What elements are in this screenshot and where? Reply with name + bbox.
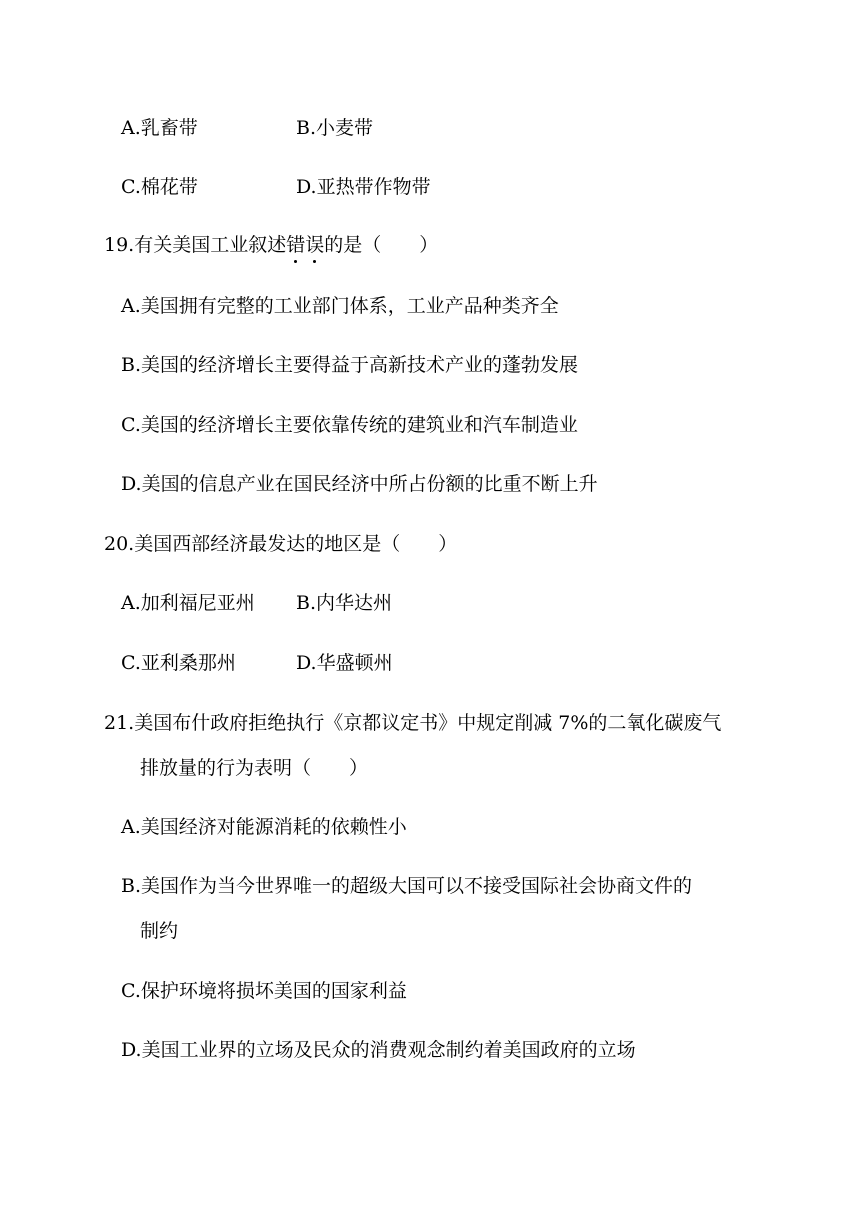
q18-option-a: A.乳畜带 bbox=[121, 117, 198, 139]
q20-option-c: C.亚利桑那州 bbox=[121, 652, 236, 674]
q21-stem-line-1: 21.美国布什政府拒绝执行《京都议定书》中规定削减 7%的二氧化碳废气 bbox=[104, 712, 722, 734]
q18-option-d: D.亚热带作物带 bbox=[296, 176, 431, 198]
q19-option-d: D.美国的信息产业在国民经济中所占份额的比重不断上升 bbox=[121, 473, 598, 495]
q21-stem-line-2: 排放量的行为表明（ ） bbox=[140, 757, 369, 779]
q20-stem: 20.美国西部经济最发达的地区是（ ） bbox=[104, 533, 458, 555]
q19-option-c: C.美国的经济增长主要依靠传统的建筑业和汽车制造业 bbox=[121, 414, 578, 436]
q18-option-b: B.小麦带 bbox=[296, 117, 374, 139]
q18-option-c: C.棉花带 bbox=[121, 176, 198, 198]
q19-option-a: A.美国拥有完整的工业部门体系，工业产品种类齐全 bbox=[121, 295, 559, 317]
q21-option-b-line-2: 制约 bbox=[140, 920, 179, 942]
q19-stem bbox=[104, 233, 438, 257]
q21-option-a: A.美国经济对能源消耗的依赖性小 bbox=[121, 816, 407, 838]
q19-stem-after: 的是（ ） bbox=[324, 234, 439, 256]
q21-option-c: C.保护环境将损坏美国的国家利益 bbox=[121, 980, 407, 1002]
q20-option-d: D.华盛顿州 bbox=[296, 652, 393, 674]
q19-emphasis-char-1: 错 bbox=[286, 234, 306, 256]
q20-option-a: A.加利福尼亚州 bbox=[121, 592, 255, 614]
q20-option-b: B.内华达州 bbox=[296, 592, 393, 614]
q21-option-d: D.美国工业界的立场及民众的消费观念制约着美国政府的立场 bbox=[121, 1039, 636, 1061]
q19-stem-before: 19.有关美国工业叙述 bbox=[104, 234, 287, 256]
q21-option-b-line-1: B.美国作为当今世界唯一的超级大国可以不接受国际社会协商文件的 bbox=[121, 875, 693, 897]
q19-emphasis-char-2: 误 bbox=[305, 234, 325, 256]
q19-option-b: B.美国的经济增长主要得益于高新技术产业的蓬勃发展 bbox=[121, 354, 579, 376]
